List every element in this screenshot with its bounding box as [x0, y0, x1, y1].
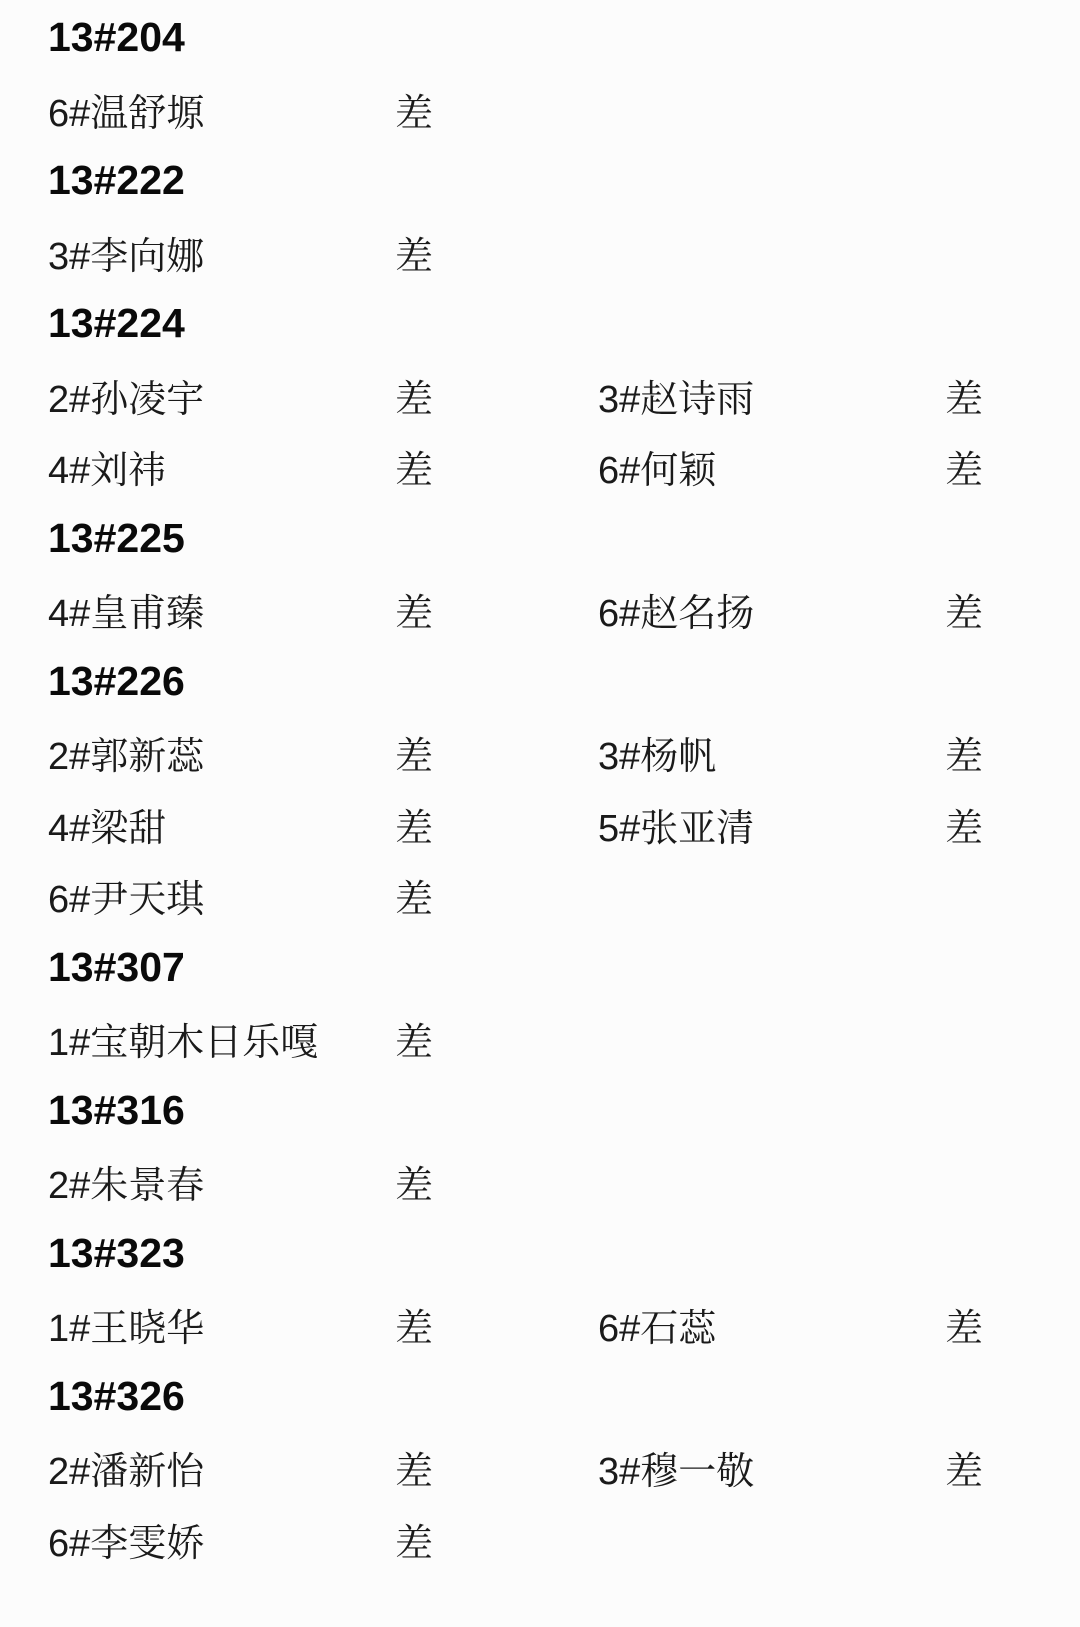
room-section — [0, 145, 1080, 288]
inspection-entry — [540, 1432, 1080, 1504]
rating-value: 差 — [945, 450, 984, 493]
student-name: 4#刘祎 — [48, 450, 167, 493]
student-name: 3#赵诗雨 — [598, 378, 755, 421]
student-name: 3#穆一敬 — [598, 1451, 755, 1494]
room-number-heading: 13#224 — [48, 300, 185, 347]
inspection-entry — [0, 431, 540, 503]
student-name: 6#石蕊 — [598, 1308, 717, 1351]
room-number-heading: 13#222 — [48, 157, 185, 204]
room-entries — [0, 217, 1080, 289]
room-section — [0, 1218, 1080, 1361]
room-section — [0, 1361, 1080, 1576]
student-name: 6#李雯娇 — [48, 1522, 205, 1565]
student-name: 6#温舒塬 — [48, 92, 205, 135]
room-number-heading: 13#326 — [48, 1372, 185, 1419]
room-entries — [0, 1432, 1080, 1575]
student-name: 2#孙凌宇 — [48, 378, 205, 421]
room-entries — [0, 74, 1080, 146]
inspection-entry — [540, 360, 1080, 432]
room-number-heading: 13#204 — [48, 14, 185, 61]
rating-value: 差 — [395, 807, 434, 850]
inspection-entry — [540, 717, 1080, 789]
rating-value: 差 — [395, 1165, 434, 1208]
inspection-entry — [0, 74, 540, 146]
rating-value: 差 — [395, 235, 434, 278]
rating-value: 差 — [945, 1451, 984, 1494]
rating-value: 差 — [945, 593, 984, 636]
inspection-entry — [540, 789, 1080, 861]
student-name: 6#赵名扬 — [598, 593, 755, 636]
inspection-entry — [0, 860, 540, 932]
student-name: 1#王晓华 — [48, 1308, 205, 1351]
rating-value: 差 — [395, 92, 434, 135]
room-section — [0, 2, 1080, 145]
inspection-entry — [0, 1504, 540, 1576]
student-name: 2#郭新蕊 — [48, 736, 205, 779]
room-entries — [0, 1003, 1080, 1075]
rating-value: 差 — [945, 736, 984, 779]
rating-value: 差 — [395, 593, 434, 636]
student-name: 6#尹天琪 — [48, 879, 205, 922]
rating-value: 差 — [395, 1022, 434, 1065]
student-name: 2#朱景春 — [48, 1165, 205, 1208]
inspection-entry — [0, 1003, 540, 1075]
inspection-entry — [540, 1289, 1080, 1361]
rating-value: 差 — [395, 879, 434, 922]
rating-value: 差 — [945, 807, 984, 850]
inspection-entry — [540, 574, 1080, 646]
rating-value: 差 — [395, 378, 434, 421]
rating-value: 差 — [395, 1451, 434, 1494]
room-entries — [0, 1146, 1080, 1218]
rating-value: 差 — [395, 1522, 434, 1565]
inspection-entry — [0, 789, 540, 861]
inspection-entry — [0, 717, 540, 789]
student-name: 3#李向娜 — [48, 235, 205, 278]
student-name: 4#梁甜 — [48, 807, 167, 850]
room-entries — [0, 717, 1080, 932]
inspection-entry — [0, 1146, 540, 1218]
inspection-entry — [540, 431, 1080, 503]
student-name: 6#何颖 — [598, 450, 717, 493]
rating-value: 差 — [945, 1308, 984, 1351]
room-number-heading: 13#323 — [48, 1229, 185, 1276]
inspection-entry — [0, 574, 540, 646]
room-section — [0, 288, 1080, 503]
rating-value: 差 — [945, 378, 984, 421]
student-name: 4#皇甫臻 — [48, 593, 205, 636]
student-name: 5#张亚清 — [598, 807, 755, 850]
room-entries — [0, 360, 1080, 503]
room-entries — [0, 574, 1080, 646]
inspection-entry — [0, 217, 540, 289]
room-section — [0, 932, 1080, 1075]
inspection-entry — [0, 360, 540, 432]
rating-value: 差 — [395, 450, 434, 493]
student-name: 2#潘新怡 — [48, 1451, 205, 1494]
student-name: 3#杨帆 — [598, 736, 717, 779]
room-section — [0, 1075, 1080, 1218]
room-section — [0, 646, 1080, 932]
inspection-entry — [0, 1289, 540, 1361]
inspection-entry — [0, 1432, 540, 1504]
room-section — [0, 503, 1080, 646]
rooms-container — [0, 2, 1080, 1575]
rating-value: 差 — [395, 736, 434, 779]
rating-value: 差 — [395, 1308, 434, 1351]
room-number-heading: 13#225 — [48, 514, 185, 561]
room-number-heading: 13#226 — [48, 657, 185, 704]
student-name: 1#宝朝木日乐嘎 — [48, 1022, 319, 1065]
room-number-heading: 13#307 — [48, 943, 185, 990]
room-number-heading: 13#316 — [48, 1086, 185, 1133]
room-entries — [0, 1289, 1080, 1361]
